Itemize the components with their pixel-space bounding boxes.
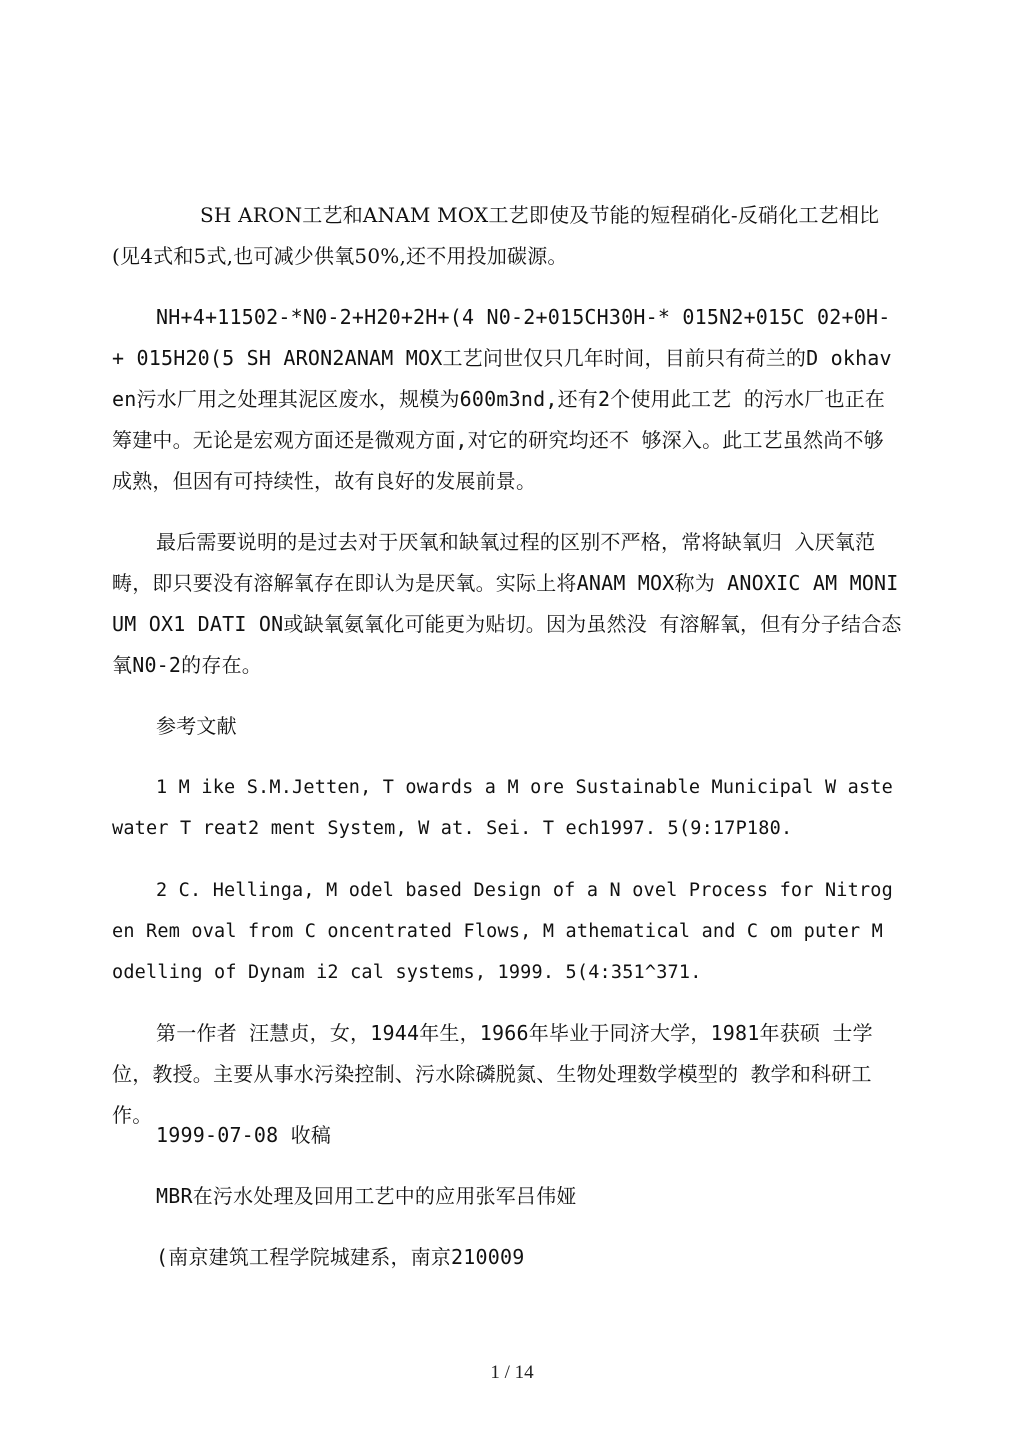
next-article-affiliation: (南京建筑工程学院城建系，南京210009 [156,1245,525,1269]
reference-item-1: 1 M ike S.M.Jetten, T owards a M ore Sustainable Municipal W astewater T reat2 ment System, W at. Sei. T ech1997. 5(9:17P180. [112,777,893,839]
paragraph-anoxic-explanation: 最后需要说明的是过去对于厌氧和缺氧过程的区别不严格，常将缺氧归 入厌氧范畴，即只要没有溶解氧存在即认为是厌氧。实际上将ANAM MOX称为 ANOXIC AM MONI UM OX1 DATI ON或缺氧氨氧化可能更为贴切。因为虽然没 有溶解氧，但有分子结合态氧N0-2的存在。 [112,530,902,677]
next-article-title: MBR在污水处理及回用工艺中的应用张军吕伟娅 [156,1184,577,1208]
page-indicator: 1 / 14 [490,1362,534,1383]
reference-item-2: 2 C. Hellinga, M odel based Design of a N ovel Process for Nitrogen Rem oval from C oncentrated Flows, M athematical and C om puter M odelling of Dynam i2 cal systems, 1999. 5(4:351^371. [112,880,893,983]
references-heading: 参考文献 [156,714,237,738]
paragraph-reaction-equations: NH+4+11502-*N0-2+H20+2H+(4 N0-2+015CH30H-* 015N2+015C 02+0H-+ 015H20(5 SH ARON2ANAM MOX工艺问世仅只几年时间，目前只有荷兰的D okhaven污水厂用之处理其泥区废水，规模为600m3nd,还有2个使用此工艺 的污水厂也正在筹建中。无论是宏观方面还是微观方面,对它的研究均还不 够深入。此工艺虽然尚不够成熟，但因有可持续性，故有良好的发展前景。 [112,305,892,493]
author-bio: 第一作者 汪慧贞，女，1944年生，1966年毕业于同济大学，1981年获硕 士学位，教授。主要从事水污染控制、污水除磷脱氮、生物处理数学模型的 教学和科研工作。 [112,1021,873,1127]
paragraph-sharon-anammox-intro: SH ARON工艺和ANAM MOX工艺即使及节能的短程硝化-反硝化工艺相比(见4式和5式,也可减少供氧50%,还不用投加碳源。 [112,203,880,268]
received-date: 1999-07-08 收稿 [156,1123,332,1147]
